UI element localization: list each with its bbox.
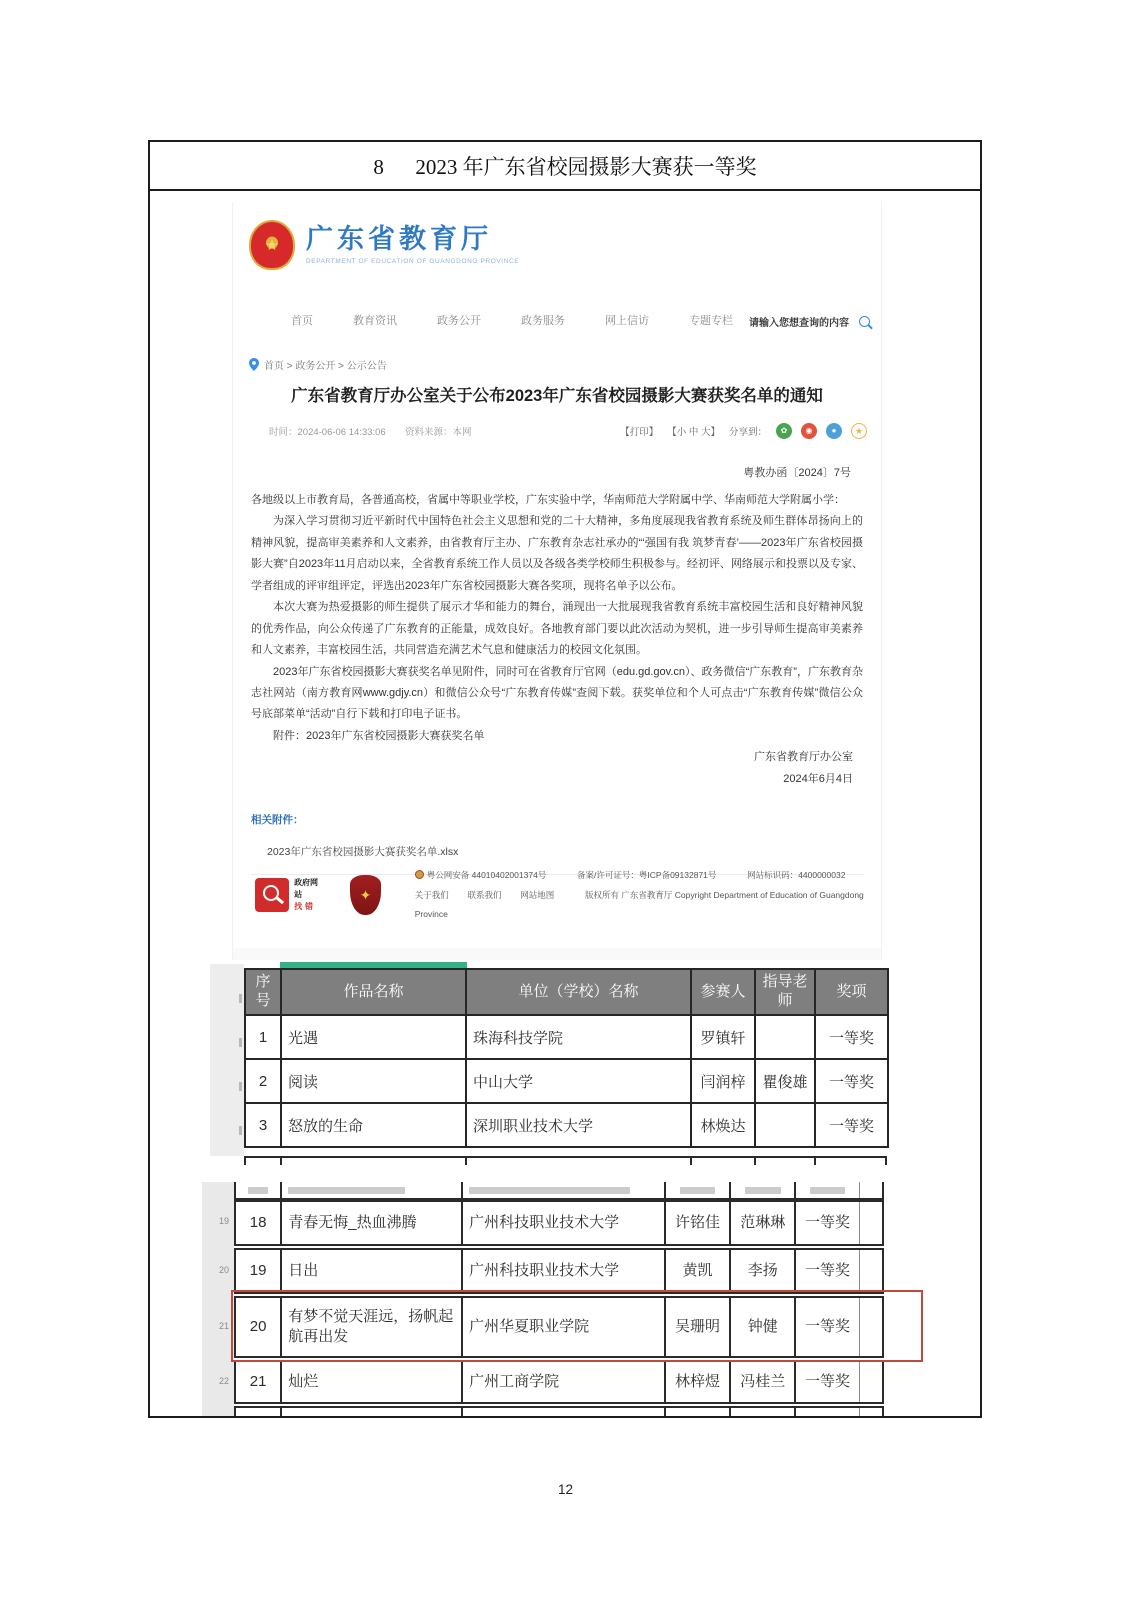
signer: 广东省教育厅办公室: [754, 751, 853, 764]
article-meta: [269, 423, 867, 439]
article-body: [251, 490, 863, 875]
cell-participant: 林焕达: [691, 1103, 755, 1147]
awards-table-top: [244, 968, 889, 1148]
cell-school: 珠海科技学院: [466, 1015, 691, 1059]
cell-award: 一等奖: [794, 1298, 858, 1356]
public-security-badge-icon: [415, 870, 424, 879]
clipped-next-row: [234, 1406, 884, 1418]
nav-item-news[interactable]: 教育资讯: [353, 315, 397, 327]
cell-no: 2: [245, 1059, 281, 1103]
share-label: 分享到：: [728, 427, 767, 438]
document-number: 粤教办函〔2024〕7号: [743, 467, 851, 479]
excel-row-number: 22: [218, 1376, 229, 1386]
print-button[interactable]: 【打印】: [620, 427, 659, 438]
col-header-no: 序号: [245, 969, 281, 1015]
col-header-advisor: 指导老师: [755, 969, 815, 1015]
footer-info-line2: [415, 886, 875, 925]
cell-school: 广州科技职业技术大学: [461, 1250, 664, 1292]
site-search[interactable]: [749, 314, 870, 329]
cell-work: 怒放的生命: [281, 1103, 466, 1147]
error-report-magnifier-icon: [255, 878, 289, 912]
site-name: 广东省教育厅: [306, 223, 492, 254]
gutter-tick: [239, 994, 242, 1003]
cell-participant: 吴珊明: [664, 1298, 729, 1356]
cell-school: 广州工商学院: [461, 1362, 664, 1402]
spreadsheet-row-gutter: [202, 1182, 234, 1418]
cell-school: 深圳职业技术大学: [466, 1103, 691, 1147]
clipped-next-row: [244, 1156, 887, 1165]
cell-advisor: 范琳琳: [729, 1202, 794, 1244]
excel-row-number: 19: [218, 1216, 229, 1226]
cell-award: 一等奖: [815, 1015, 888, 1059]
cell-advisor: 瞿俊雄: [755, 1059, 815, 1103]
site-footer: [255, 866, 875, 925]
gov-webpage-screenshot: [232, 202, 882, 960]
paragraph-1: 为深入学习贯彻习近平新时代中国特色社会主义思想和党的二十大精神，多角度展现我省教育系统及师生群体昂扬向上的精神风貌，提高审美素养和人文素养，由省教育厅主办、广东教育杂志社承办的“‘强国有我 筑梦青春’——2023年广东省校园摄影大赛”自2023年11月启动以来，全省教育系统工作人员以及各级各类学校师生积极参与。经初评、网络展示和投票以及专家、学者组成的评审组评定，评选出2023年广东省校园摄影大赛各奖项，现将名单予以公布。: [251, 515, 863, 592]
paragraph-3: 2023年广东省校园摄影大赛获奖名单见附件，同时可在省教育厅官网（edu.gd.gov.cn）、政务微信“广东教育”，广东教育杂志社网站（南方教育网www.gdjy.cn）和微信公众号“广东教育传媒”查阅下载。获奖单位和个人可点击“广东教育传媒”微信公众号底部菜单“活动”自行下载和打印电子证书。: [251, 665, 863, 721]
cell-no: 21: [249, 1372, 267, 1390]
cell-advisor: 李扬: [729, 1250, 794, 1292]
copyright: 版权所有 广东省教育厅 Copyright Department of Education of Guangdong Province: [414, 889, 864, 920]
cell-award: 一等奖: [794, 1362, 858, 1402]
table-row: [245, 1103, 888, 1147]
badge-find-line2: 找错: [294, 902, 317, 912]
page-number: 12: [557, 1482, 574, 1497]
site-code: 网站标识码：4400000032: [747, 870, 846, 880]
cell-award: 一等奖: [794, 1250, 858, 1292]
nav-item-petition[interactable]: 网上信访: [605, 315, 649, 327]
share-wechat-icon[interactable]: ✿: [776, 423, 792, 439]
site-header: [249, 220, 519, 270]
cell-no: 1: [245, 1015, 281, 1059]
footer-link-about[interactable]: 关于我们: [414, 889, 449, 900]
gutter-tick: [239, 1126, 242, 1135]
table-row: [245, 1015, 888, 1059]
col-header-award: 奖项: [815, 969, 888, 1015]
location-pin-icon: [249, 358, 259, 371]
cell-work: 有梦不觉天涯远，扬帆起航再出发: [280, 1298, 461, 1356]
cell-participant: 闫润梓: [691, 1059, 755, 1103]
table-row-highlighted: [234, 1296, 884, 1358]
cell-no: 18: [249, 1213, 267, 1231]
source: 资料来源：本网: [405, 427, 472, 438]
cell-school: 中山大学: [466, 1059, 691, 1103]
breadcrumb-text[interactable]: 首页 > 政务公开 > 公示公告: [264, 361, 387, 372]
cell-school: 广州科技职业技术大学: [461, 1202, 664, 1244]
paragraph-2: 本次大赛为热爱摄影的师生提供了展示才华和能力的舞台，涌现出一大批展现我省教育系统丰富校园生活和良好精神风貌的优秀作品，向公众传递了广东教育的正能量，成效良好。各地教育部门要以此次活动为契机，进一步引导师生提高审美素养和人文素养，丰富校园生活，共同营造充满艺术气息和健康活力的校园文化氛围。: [251, 601, 863, 657]
cell-advisor: 冯桂兰: [729, 1362, 794, 1402]
cell-advisor: [755, 1103, 815, 1147]
cell-work: 阅读: [281, 1059, 466, 1103]
cell-advisor: [755, 1015, 815, 1059]
content-frame: [148, 140, 982, 1418]
nav-item-gov-info[interactable]: 政务公开: [437, 315, 481, 327]
related-attachments-label: 相关附件：: [251, 814, 304, 827]
table-row: [234, 1248, 884, 1294]
cell-award: 一等奖: [794, 1202, 858, 1244]
cell-participant: 黄凯: [664, 1250, 729, 1292]
excel-row-number: 20: [218, 1265, 229, 1275]
cell-work: 灿烂: [280, 1362, 461, 1402]
footer-link-sitemap[interactable]: 网站地图: [520, 889, 555, 900]
font-size-buttons[interactable]: 【小 中 大】: [667, 427, 720, 438]
cell-participant: 罗镇轩: [691, 1015, 755, 1059]
cell-participant: 林梓煜: [664, 1362, 729, 1402]
nav-item-home[interactable]: 首页: [291, 315, 313, 327]
cell-work: 光遇: [281, 1015, 466, 1059]
share-qq-icon[interactable]: ●: [826, 423, 842, 439]
excel-row-number: 21: [218, 1321, 229, 1331]
table-row: [234, 1200, 884, 1246]
share-favorite-icon[interactable]: ★: [851, 423, 867, 439]
table-row: [234, 1360, 884, 1404]
security-record: 粤公网安备 44010402001374号: [426, 870, 547, 880]
icp-license: 备案/许可证号：粤ICP备09132871号: [577, 870, 717, 880]
report-shield-icon[interactable]: ✦: [350, 875, 380, 915]
page-bottom-band: [233, 948, 881, 960]
cell-school: 广州华夏职业学院: [461, 1298, 664, 1356]
attachment-line: 附件：2023年广东省校园摄影大赛获奖名单: [273, 729, 485, 742]
search-icon[interactable]: [859, 316, 870, 327]
article-meta-left: [269, 424, 472, 438]
gutter-tick: [239, 1082, 242, 1091]
spreadsheet-row-gutter: [210, 964, 244, 1156]
cell-work: 日出: [280, 1250, 461, 1292]
breadcrumb: [249, 357, 387, 372]
cell-award: 一等奖: [815, 1103, 888, 1147]
cell-no: 3: [245, 1103, 281, 1147]
col-header-participant: 参赛人: [691, 969, 755, 1015]
site-name-english: DEPARTMENT OF EDUCATION OF GUANGDONG PROVINCE: [306, 258, 520, 266]
publish-time: 时间：2024-06-06 14:33:06: [269, 427, 386, 438]
clipped-previous-row: [234, 1182, 884, 1200]
table-row: [245, 1059, 888, 1103]
national-emblem-icon: ★: [249, 220, 295, 270]
cell-no: 19: [249, 1261, 267, 1279]
cell-award: 一等奖: [815, 1059, 888, 1103]
nav-item-gov-service[interactable]: 政务服务: [521, 315, 565, 327]
cell-advisor: 钟健: [729, 1298, 794, 1356]
article-title: 广东省教育厅办公室关于公布2023年广东省校园摄影大赛获奖名单的通知: [291, 387, 823, 405]
section-title: 8 2023 年广东省校园摄影大赛获一等奖: [150, 142, 980, 191]
gov-site-error-badge[interactable]: [255, 877, 324, 913]
cell-no: 20: [249, 1317, 267, 1335]
footer-info: [415, 866, 875, 925]
footer-link-contact[interactable]: 联系我们: [467, 889, 502, 900]
share-weibo-icon[interactable]: ◉: [801, 423, 817, 439]
search-input[interactable]: 请输入您想查询的内容: [749, 318, 849, 329]
col-header-school: 单位（学校）名称: [466, 969, 691, 1015]
cell-participant: 许铭佳: [664, 1202, 729, 1244]
salutation: 各地级以上市教育局，各普通高校，省属中等职业学校，广东实验中学，华南师范大学附属中学、华南师范大学附属小学：: [251, 494, 845, 506]
cell-work: 青春无悔_热血沸腾: [280, 1202, 461, 1244]
footer-info-line1: [415, 866, 875, 886]
sign-date: 2024年6月4日: [783, 772, 853, 785]
attachment-link[interactable]: 2023年广东省校园摄影大赛获奖名单.xlsx: [267, 845, 459, 858]
nav-item-topics[interactable]: 专题专栏: [689, 315, 733, 327]
table-header-row: [245, 969, 888, 1015]
col-header-work: 作品名称: [281, 969, 466, 1015]
gutter-tick: [239, 1038, 242, 1047]
badge-find-line1: 政府网站: [294, 878, 319, 900]
main-nav: [291, 312, 733, 328]
